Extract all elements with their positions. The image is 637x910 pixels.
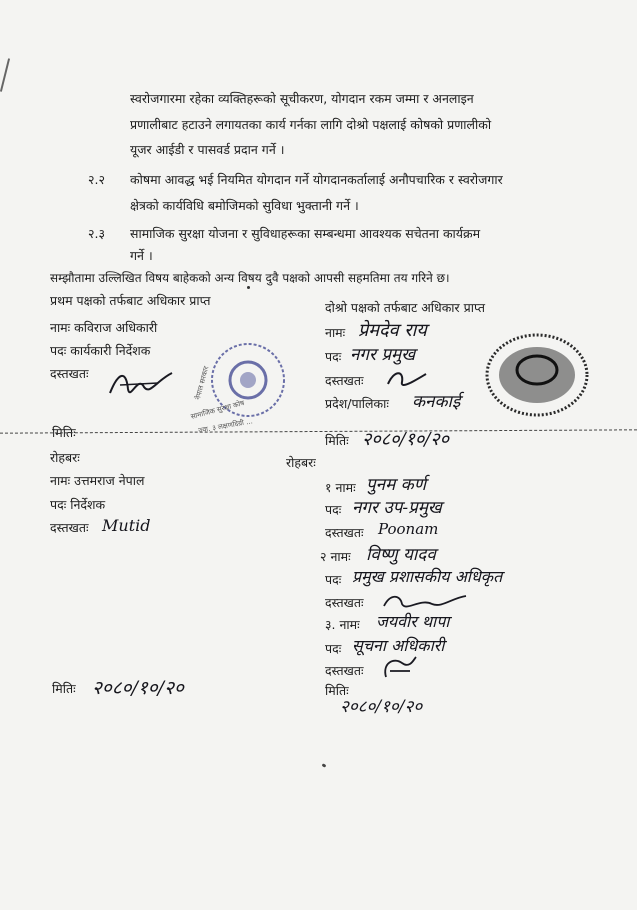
witness-1-signature: Poonam — [378, 520, 439, 538]
second-party-date-label: मितिः — [325, 433, 349, 448]
right-witness-heading: रोहबरः — [286, 455, 316, 470]
witness-2-name-value: विष्णु यादव — [366, 545, 436, 565]
witness-1-post-label: पदः — [325, 502, 342, 517]
speck — [322, 763, 327, 768]
intro-line-1: स्वरोजगारमा रहेका व्यक्तिहरूको सूचीकरण, योगदान रकम जम्मा र अनलाइन — [130, 91, 474, 106]
second-party-name-value: प्रेमदेव राय — [358, 320, 427, 341]
witness-3-sign-label: दस्तखतः — [325, 663, 364, 678]
witness-1-post-value: नगर उप-प्रमुख — [352, 498, 442, 518]
second-party-sign-label: दस्तखतः — [325, 373, 364, 388]
witness-1-name-label: १ नामः — [325, 480, 356, 495]
second-party-name-label: नामः — [325, 325, 346, 340]
witness-2-name-label: २ नामः — [320, 549, 351, 564]
second-party-province-value: कनकाई — [412, 392, 461, 412]
first-party-name: नामः कविराज अधिकारी — [50, 320, 158, 335]
clause-number: २.३ — [88, 226, 105, 241]
clause-line: कोषमा आवद्ध भई नियमित योगदान गर्ने योगदानकर्तालाई अनौपचारिक र स्वरोजगार — [130, 172, 503, 187]
clause-number: २.२ — [88, 172, 105, 187]
stamp-text-1: नेपाल सरकार — [193, 365, 211, 401]
edge-mark — [0, 58, 10, 91]
divider-line — [0, 429, 637, 433]
first-party-signature — [100, 365, 180, 405]
witness-2-sign-label: दस्तखतः — [325, 595, 364, 610]
second-party-date-value: २०८०/१०/२० — [362, 429, 450, 450]
right-witness-date-value: २०८०/१०/२० — [340, 697, 423, 717]
clause-line: क्षेत्रको कार्यविधि बमोजिमको सुविधा भुक्तानी गर्ने । — [130, 198, 359, 213]
left-witness-name: नामः उत्तमराज नेपाल — [50, 473, 145, 488]
witness-3-name-label: ३. नामः — [325, 617, 360, 632]
first-party-post: पदः कार्यकारी निर्देशक — [50, 343, 151, 358]
witness-3-post-label: पदः — [325, 641, 342, 656]
left-witness-sign-label: दस्तखतः — [50, 520, 89, 535]
witness-3-post-value: सूचना अधिकारी — [352, 636, 445, 655]
right-witness-date-label: मितिः — [325, 683, 349, 698]
second-party-post-value: नगर प्रमुख — [350, 345, 416, 365]
clause-line: सामाजिक सुरक्षा योजना र सुविधाहरूका सम्बन्धमा आवश्यक सचेतना कार्यक्रम — [130, 226, 481, 241]
second-party-post-label: पदः — [325, 349, 342, 364]
speck — [247, 286, 250, 289]
second-party-stamp — [482, 330, 592, 420]
intro-line-3: यूजर आईडी र पासवर्ड प्रदान गर्ने । — [130, 142, 285, 157]
witness-1-sign-label: दस्तखतः — [325, 525, 364, 540]
witness-2-post-value: प्रमुख प्रशासकीय अधिकृत — [352, 567, 503, 586]
second-party-heading: दोश्रो पक्षको तर्फबाट अधिकार प्राप्त — [325, 300, 485, 315]
witness-3-signature — [380, 655, 420, 683]
witness-3-name-value: जयवीर थापा — [376, 612, 450, 631]
first-party-date-label: मितिः — [52, 425, 76, 440]
first-party-heading: प्रथम पक्षको तर्फबाट अधिकार प्राप्त — [50, 293, 211, 308]
first-party-sign-label: दस्तखतः — [50, 366, 89, 381]
left-witness-heading: रोहबरः — [50, 450, 80, 465]
left-witness-signature: Mutid — [102, 516, 151, 535]
clause-line: गर्ने । — [130, 248, 153, 263]
left-witness-post: पदः निर्देशक — [50, 497, 106, 512]
stamp-text-2: सामाजिक सुरक्षा कोष — [189, 399, 246, 421]
witness-1-name-value: पुनम कर्ण — [366, 475, 427, 495]
closing-statement: सम्झौतामा उल्लिखित विषय बाहेकको अन्य विषय दुवै पक्षको आपसी सहमतिमा तय गरिने छ। — [50, 271, 450, 285]
stamp-text-3: ज्वा. ३ लक्षणदिग्री ... — [197, 417, 254, 435]
left-witness-date-label: मितिः — [52, 681, 76, 696]
witness-2-post-label: पदः — [325, 572, 342, 587]
second-party-province-label: प्रदेश/पालिकाः — [325, 396, 389, 411]
intro-line-2: प्रणालीबाट हटाउने लगायतका कार्य गर्नका लागि दोश्रो पक्षलाई कोषको प्रणालीको — [130, 117, 492, 132]
left-witness-date-value: २०८०/१०/२० — [92, 677, 184, 699]
